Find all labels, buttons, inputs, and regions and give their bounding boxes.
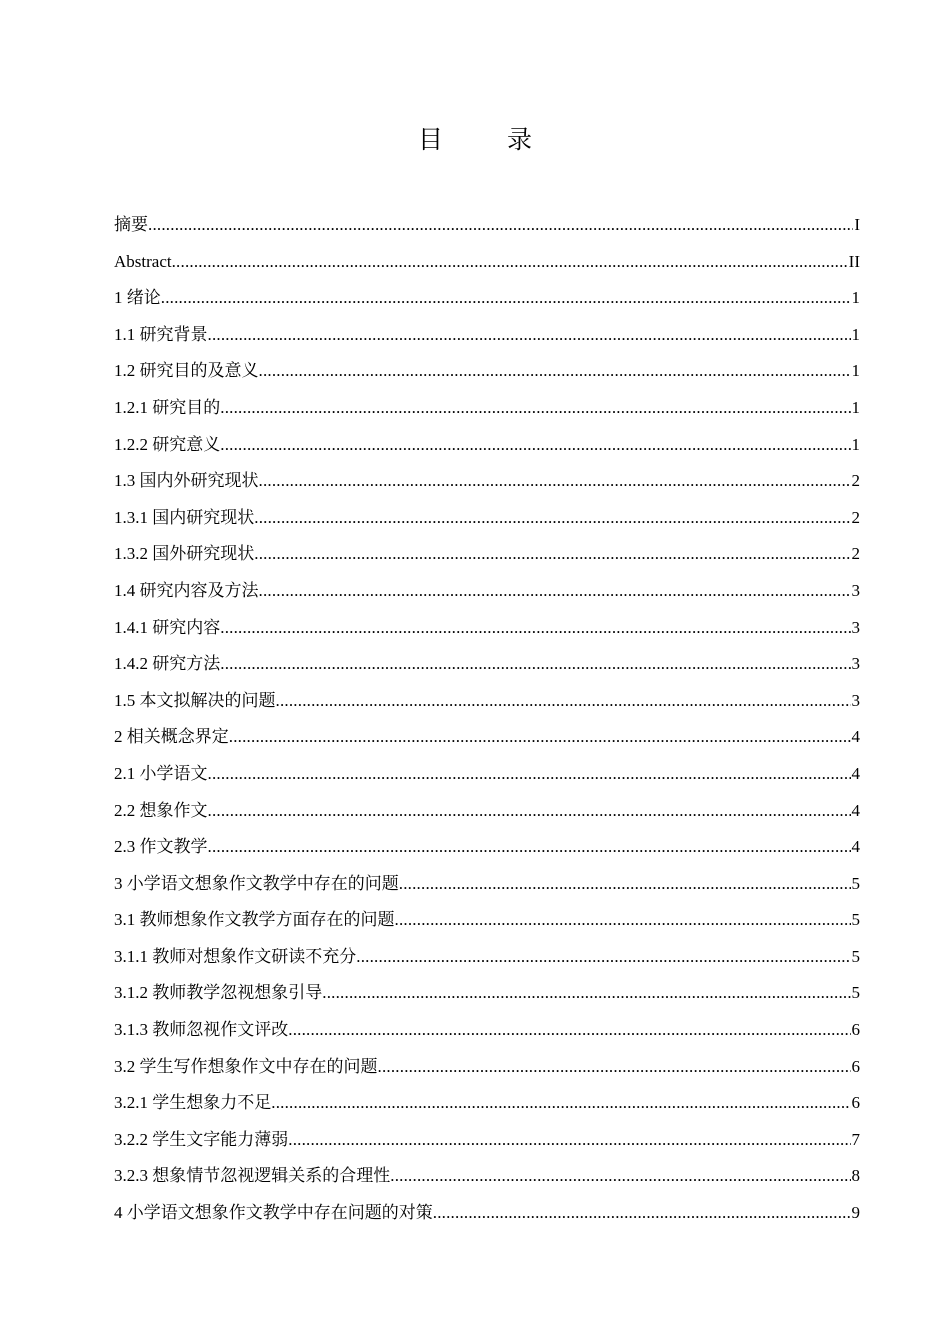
toc-title: 目 录 xyxy=(418,125,560,154)
toc-entry-page-number: 3 xyxy=(851,580,860,600)
toc-entry-label: 1.2.1 研究目的 xyxy=(114,397,221,417)
toc-entry-label: 2.1 小学语文 xyxy=(114,763,208,783)
toc-entry-page-number: 2 xyxy=(851,507,860,527)
toc-dot-leader xyxy=(259,463,851,500)
toc-dot-leader xyxy=(254,536,850,573)
toc-dot-leader xyxy=(390,1158,850,1195)
toc-dot-leader xyxy=(399,866,851,903)
toc-entry[interactable] xyxy=(114,463,860,500)
toc-entry[interactable] xyxy=(114,829,860,866)
toc-entry-label: 2 相关概念界定 xyxy=(114,727,229,747)
toc-entry-label: 3.2.3 想象情节忽视逻辑关系的合理性 xyxy=(114,1166,391,1186)
toc-dot-leader xyxy=(433,1195,851,1232)
toc-entry-label: 2.2 想象作文 xyxy=(114,800,208,820)
toc-dot-leader xyxy=(172,244,848,281)
toc-entry[interactable] xyxy=(114,353,860,390)
toc-entry-page-number: 1 xyxy=(851,361,860,381)
toc-entry[interactable] xyxy=(114,427,860,464)
toc-dot-leader xyxy=(220,610,850,647)
toc-dot-leader xyxy=(356,939,850,976)
toc-entry[interactable] xyxy=(114,683,860,720)
toc-entry-page-number: 2 xyxy=(851,544,860,564)
toc-entry-label: 3.1 教师想象作文教学方面存在的问题 xyxy=(114,910,395,930)
toc-entry-page-number: II xyxy=(848,251,860,271)
toc-entry-page-number: I xyxy=(854,215,860,234)
toc-dot-leader xyxy=(208,317,851,354)
toc-entry-page-number: 4 xyxy=(851,800,860,820)
toc-entry-page-number: 1 xyxy=(851,434,860,454)
toc-entry-label: Abstract xyxy=(114,251,172,271)
toc-entry-label: 1.2.2 研究意义 xyxy=(114,434,221,454)
toc-dot-leader xyxy=(276,683,851,720)
toc-entry[interactable] xyxy=(114,244,860,281)
toc-entry-label: 4 小学语文想象作文教学中存在问题的对策 xyxy=(114,1203,433,1223)
toc-entry[interactable] xyxy=(114,390,860,427)
toc-entry[interactable] xyxy=(114,207,860,244)
toc-entry-page-number: 1 xyxy=(851,288,860,308)
toc-dot-leader xyxy=(271,1085,850,1122)
toc-entry[interactable] xyxy=(114,610,860,647)
toc-entry-page-number: 3 xyxy=(851,617,860,637)
toc-entry-page-number: 1 xyxy=(851,397,860,417)
toc-dot-leader xyxy=(148,207,853,244)
toc-dot-leader xyxy=(378,1049,851,1086)
toc-dot-leader xyxy=(161,280,851,317)
toc-dot-leader xyxy=(259,573,851,610)
toc-entry-label: 3 小学语文想象作文教学中存在的问题 xyxy=(114,873,399,893)
toc-entry-label: 1.1 研究背景 xyxy=(114,324,208,344)
toc-entry-page-number: 6 xyxy=(851,1093,860,1113)
toc-entry-page-number: 4 xyxy=(851,727,860,747)
toc-entry-page-number: 5 xyxy=(851,983,860,1003)
toc-entry-label: 1 绪论 xyxy=(114,288,161,308)
toc-entry[interactable] xyxy=(114,902,860,939)
toc-entry[interactable] xyxy=(114,1012,860,1049)
toc-entry[interactable] xyxy=(114,1049,860,1086)
toc-entry[interactable] xyxy=(114,793,860,830)
toc-entry-page-number: 8 xyxy=(851,1166,860,1186)
toc-entry[interactable] xyxy=(114,500,860,537)
toc-dot-leader xyxy=(395,902,851,939)
toc-entry-page-number: 5 xyxy=(851,910,860,930)
toc-entry-page-number: 5 xyxy=(851,946,860,966)
toc-dot-leader xyxy=(220,427,850,464)
toc-dot-leader xyxy=(208,829,851,866)
toc-entry[interactable] xyxy=(114,866,860,903)
toc-entry-label: 3.2 学生写作想象作文中存在的问题 xyxy=(114,1056,378,1076)
toc-entry[interactable] xyxy=(114,756,860,793)
toc-entry[interactable] xyxy=(114,719,860,756)
toc-entry-label: 3.2.1 学生想象力不足 xyxy=(114,1093,272,1113)
toc-entry-page-number: 3 xyxy=(851,654,860,674)
toc-entry[interactable] xyxy=(114,1122,860,1159)
toc-entry-label: 1.4.1 研究内容 xyxy=(114,617,221,637)
toc-entry-label: 1.3 国内外研究现状 xyxy=(114,471,259,491)
toc-dot-leader xyxy=(288,1012,850,1049)
toc-entry-label: 1.5 本文拟解决的问题 xyxy=(114,690,276,710)
toc-entry-label: 摘要 xyxy=(114,215,148,234)
toc-entry-label: 2.3 作文教学 xyxy=(114,837,208,857)
toc-dot-leader xyxy=(229,719,851,756)
toc-entry[interactable] xyxy=(114,975,860,1012)
toc-entry-page-number: 4 xyxy=(851,763,860,783)
toc-entry-label: 1.4 研究内容及方法 xyxy=(114,580,259,600)
toc-entry-label: 3.1.3 教师忽视作文评改 xyxy=(114,1020,289,1040)
toc-entry-page-number: 5 xyxy=(851,873,860,893)
toc-entry-label: 1.4.2 研究方法 xyxy=(114,654,221,674)
toc-dot-leader xyxy=(220,390,850,427)
toc-dot-leader xyxy=(220,646,850,683)
toc-dot-leader xyxy=(259,353,851,390)
toc-entry-label: 3.2.2 学生文字能力薄弱 xyxy=(114,1129,289,1149)
toc-dot-leader xyxy=(208,756,851,793)
toc-entry[interactable] xyxy=(114,573,860,610)
toc-entry[interactable] xyxy=(114,536,860,573)
toc-entry-page-number: 6 xyxy=(851,1020,860,1040)
toc-entry-page-number: 4 xyxy=(851,837,860,857)
toc-entry[interactable] xyxy=(114,1158,860,1195)
toc-entry-label: 1.3.1 国内研究现状 xyxy=(114,507,255,527)
toc-entry[interactable] xyxy=(114,646,860,683)
toc-entry-page-number: 3 xyxy=(851,690,860,710)
toc-entry-label: 1.3.2 国外研究现状 xyxy=(114,544,255,564)
toc-entry[interactable] xyxy=(114,1085,860,1122)
toc-entry-page-number: 1 xyxy=(851,324,860,344)
toc-dot-leader xyxy=(288,1122,850,1159)
toc-entry-page-number: 6 xyxy=(851,1056,860,1076)
toc-entry-label: 3.1.2 教师教学忽视想象引导 xyxy=(114,983,323,1003)
toc-dot-leader xyxy=(208,793,851,830)
toc-dot-leader xyxy=(254,500,850,537)
toc-entry-page-number: 2 xyxy=(851,471,860,491)
toc-entry[interactable] xyxy=(114,317,860,354)
toc-dot-leader xyxy=(322,975,850,1012)
toc-entry-page-number: 7 xyxy=(851,1129,860,1149)
toc-entry-page-number: 9 xyxy=(851,1203,860,1223)
toc-entry-label: 3.1.1 教师对想象作文研读不充分 xyxy=(114,946,357,966)
toc-entry[interactable] xyxy=(114,280,860,317)
toc-entry-label: 1.2 研究目的及意义 xyxy=(114,361,259,381)
toc-entry[interactable] xyxy=(114,1195,860,1232)
toc-entry[interactable] xyxy=(114,939,860,976)
toc-list xyxy=(114,207,860,1232)
